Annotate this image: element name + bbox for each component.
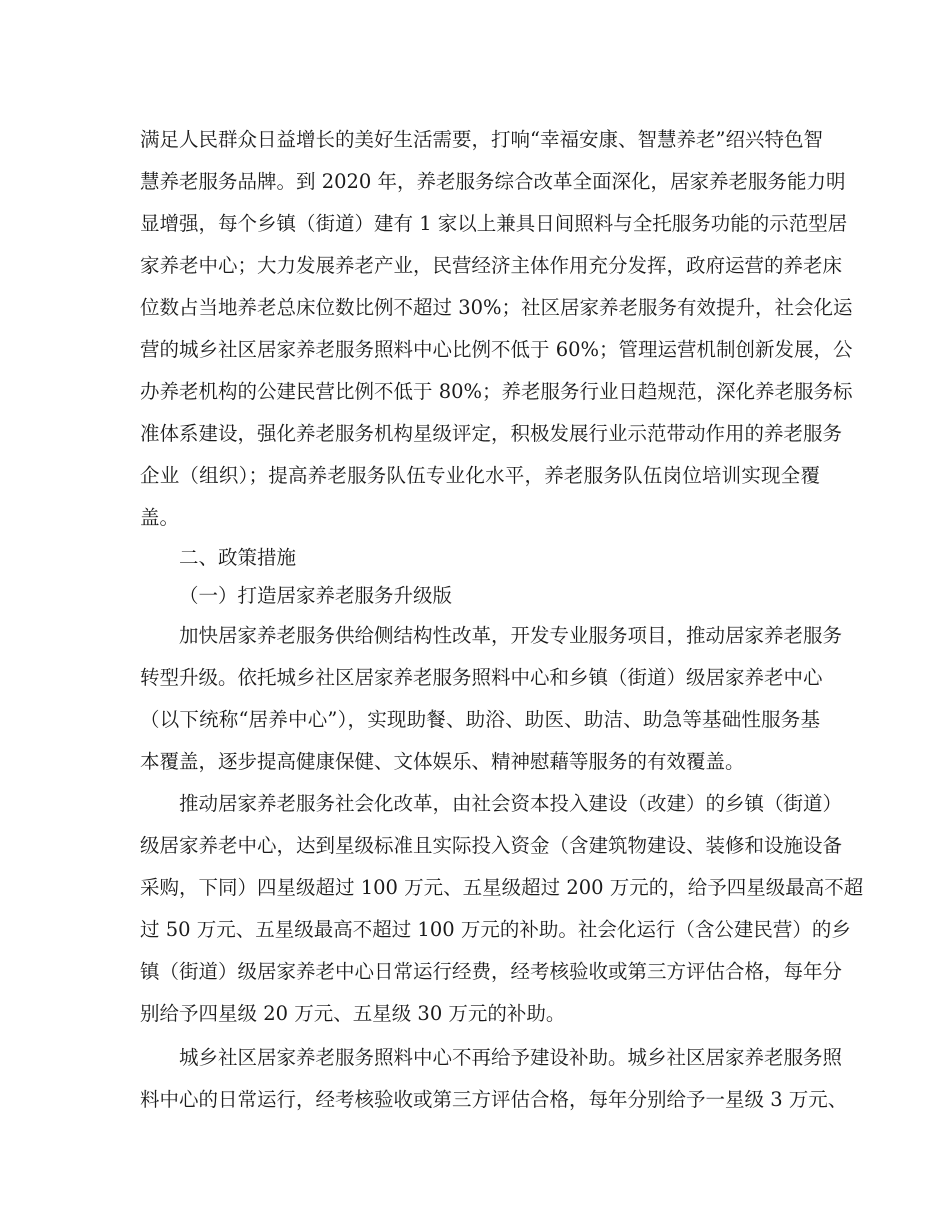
paragraph-1-line: 营的城乡社区居家养老服务照料中心比例不低于 60%；管理运营机制创新发展，公 bbox=[140, 338, 853, 361]
paragraph-2-line: 本覆盖，逐步提高健康保健、文体娱乐、精神慰藉等服务的有效覆盖。 bbox=[140, 750, 745, 773]
section-subheading: （一）打造居家养老服务升级版 bbox=[179, 584, 453, 607]
paragraph-1-line: 盖。 bbox=[140, 506, 180, 529]
paragraph-3-line: 级居家养老中心，达到星级标准且实际投入资金（含建筑物建设、装修和设施设备 bbox=[140, 834, 843, 857]
paragraph-2-line: （以下统称“居养中心”），实现助餐、助浴、助医、助洁、助急等基础性服务基 bbox=[140, 708, 820, 731]
paragraph-3-line: 推动居家养老服务社会化改革，由社会资本投入建设（改建）的乡镇（街道） bbox=[179, 792, 843, 815]
paragraph-2-line: 加快居家养老服务供给侧结构性改革，开发专业服务项目，推动居家养老服务 bbox=[179, 624, 843, 647]
paragraph-3-line: 别给予四星级 20 万元、五星级 30 万元的补助。 bbox=[140, 1002, 566, 1025]
paragraph-1-line: 准体系建设，强化养老服务机构星级评定，积极发展行业示范带动作用的养老服务 bbox=[140, 422, 843, 445]
paragraph-4-line: 城乡社区居家养老服务照料中心不再给予建设补助。城乡社区居家养老服务照 bbox=[179, 1046, 843, 1069]
paragraph-4-line: 料中心的日常运行，经考核验收或第三方评估合格，每年分别给予一星级 3 万元、 bbox=[140, 1088, 848, 1111]
paragraph-1-line: 满足人民群众日益增长的美好生活需要，打响“幸福安康、智慧养老”绍兴特色智 bbox=[140, 128, 823, 151]
paragraph-1-line: 慧养老服务品牌。到 2020 年，养老服务综合改革全面深化，居家养老服务能力明 bbox=[140, 170, 846, 193]
paragraph-1-line: 家养老中心；大力发展养老产业，民营经济主体作用充分发挥，政府运营的养老床 bbox=[140, 254, 843, 277]
paragraph-3-line: 过 50 万元、五星级最高不超过 100 万元的补助。社会化运行（含公建民营）的乡 bbox=[140, 918, 851, 941]
paragraph-1-line: 位数占当地养老总床位数比例不超过 30%；社区居家养老服务有效提升，社会化运 bbox=[140, 296, 853, 319]
section-heading: 二、政策措施 bbox=[179, 546, 297, 569]
paragraph-1-line: 显增强，每个乡镇（街道）建有 1 家以上兼具日间照料与全托服务功能的示范型居 bbox=[140, 212, 848, 235]
paragraph-1-line: 企业（组织）；提高养老服务队伍专业化水平，养老服务队伍岗位培训实现全覆 bbox=[140, 464, 820, 487]
paragraph-3-line: 镇（街道）级居家养老中心日常运行经费，经考核验收或第三方评估合格，每年分 bbox=[140, 960, 843, 983]
paragraph-3-line: 采购，下同）四星级超过 100 万元、五星级超过 200 万元的，给予四星级最高不超 bbox=[140, 876, 864, 899]
paragraph-2-line: 转型升级。依托城乡社区居家养老服务照料中心和乡镇（街道）级居家养老中心 bbox=[140, 666, 823, 689]
paragraph-1-line: 办养老机构的公建民营比例不低于 80%；养老服务行业日趋规范，深化养老服务标 bbox=[140, 380, 853, 403]
